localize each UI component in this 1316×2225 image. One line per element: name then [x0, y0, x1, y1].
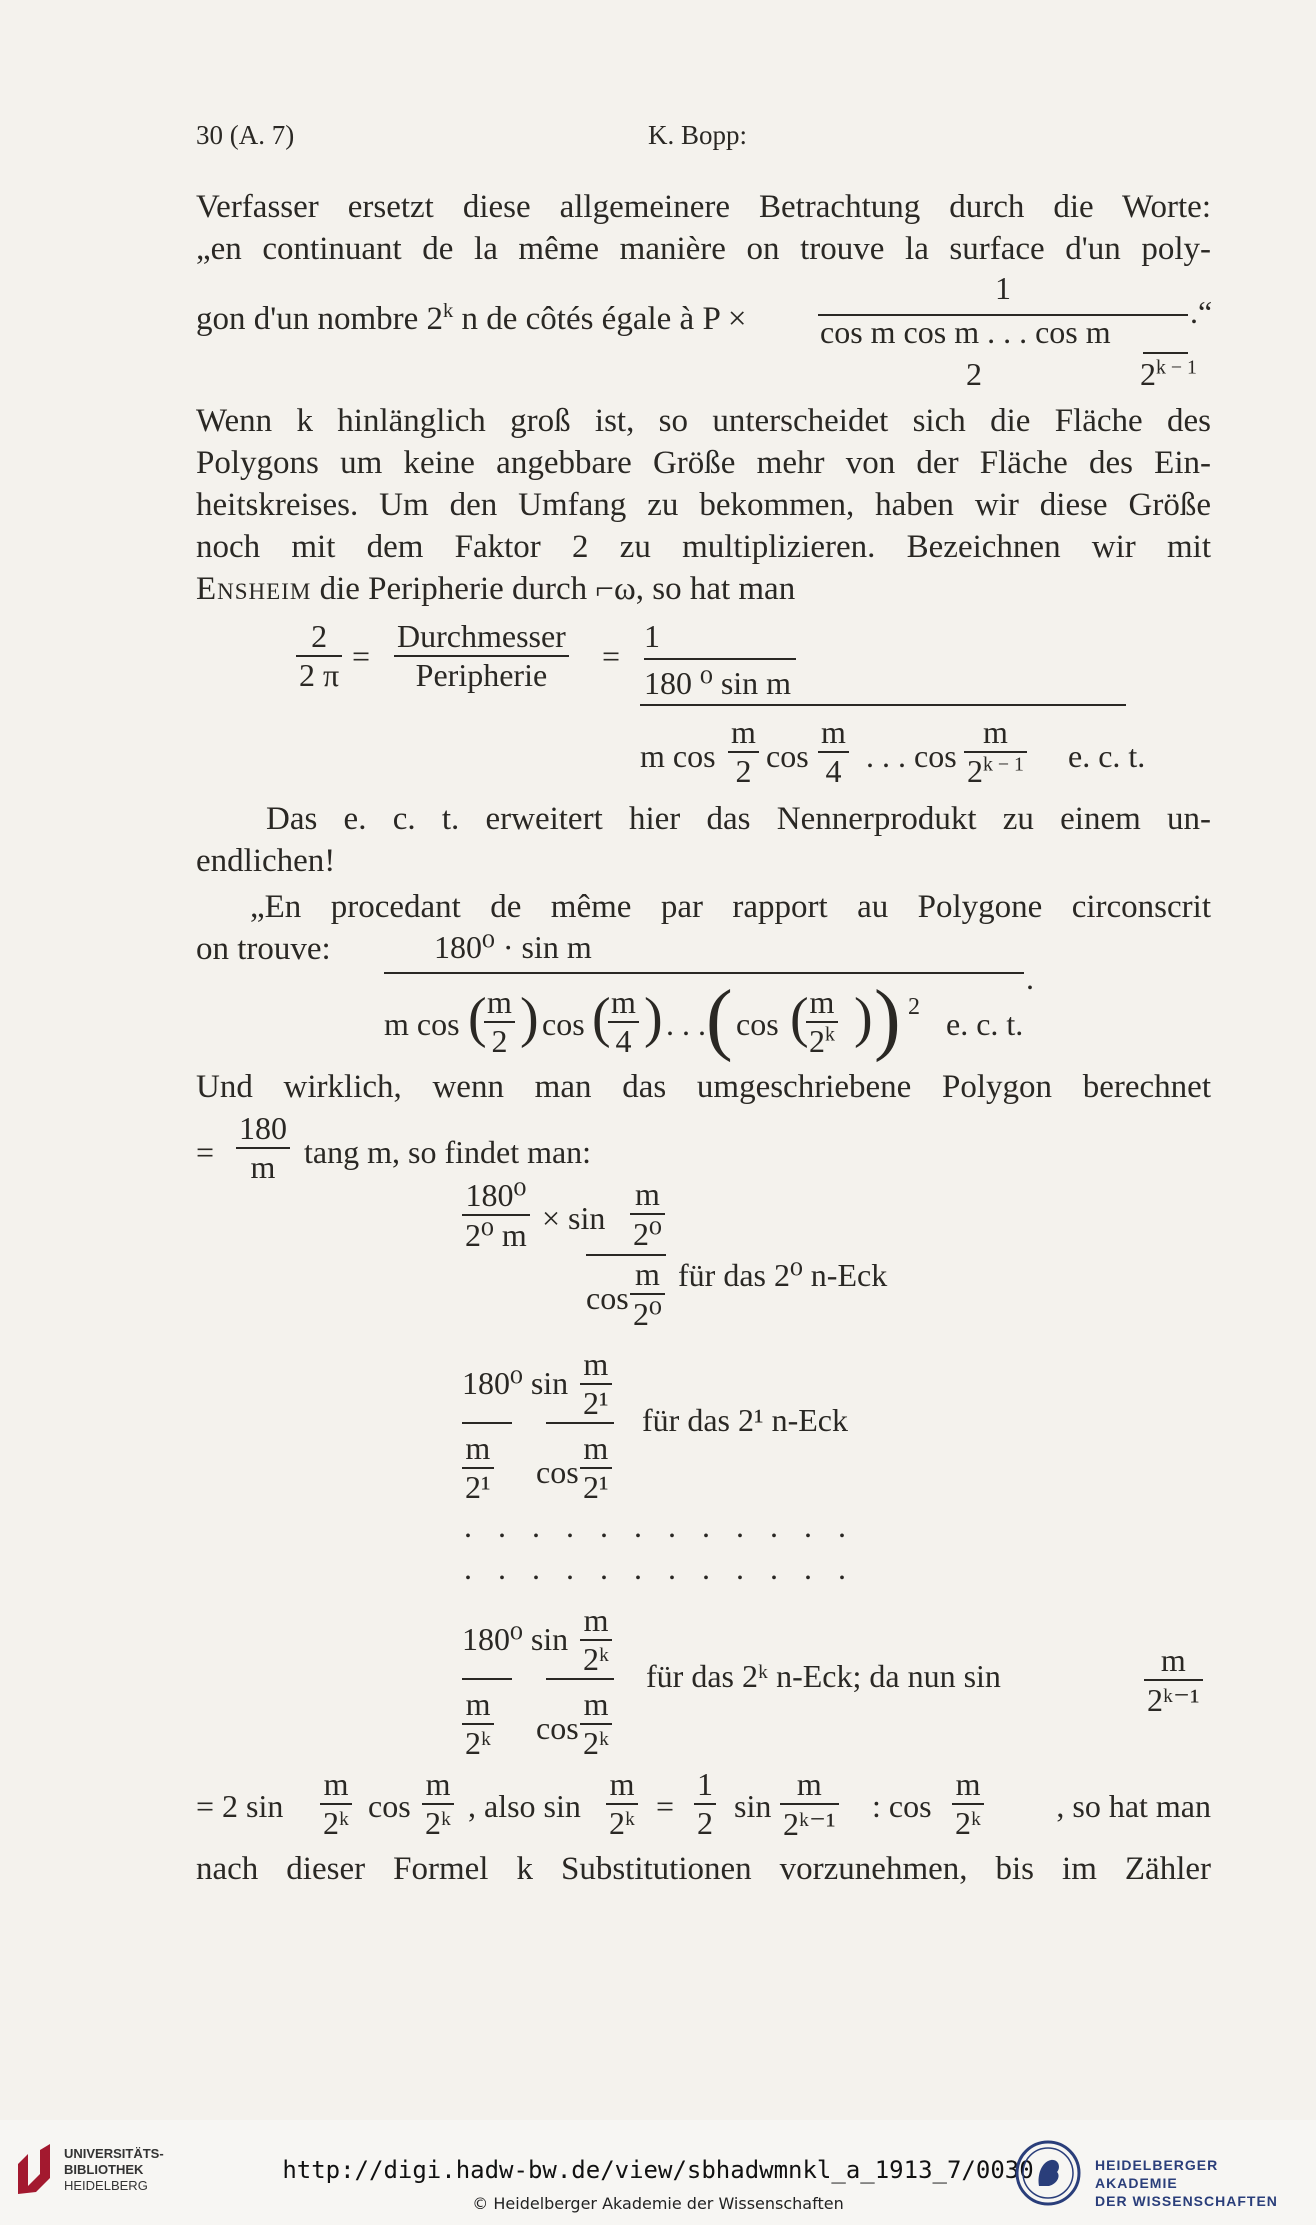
paragraph-2-line-1: Wenn k hinlänglich groß ist, so unterscheidet sich die Fläche des [196, 403, 1211, 439]
footer-bar [0, 2120, 1316, 2225]
hadw-seal-icon [1015, 2140, 1081, 2206]
paragraph-1-line-1: Verfasser ersetzt diese allgemeinere Betrachtung durch die Worte: [196, 189, 1211, 225]
paragraph-2-line-5: Ensheim die Peripherie durch ⌐ω, so hat man [196, 571, 796, 607]
paragraph-1-line-3: gon d'un nombre 2$^k$ n de côtés égale à P × [196, 300, 747, 337]
copyright-notice: © Heidelberger Akademie der Wissenschaften [472, 2194, 844, 2213]
paragraph-3-line-1: Das e. c. t. erweitert hier das Nennerprodukt zu einem un- [266, 801, 1211, 837]
ellipsis-row-1: ............ [464, 1508, 872, 1544]
paragraph-2-line-2: Polygons um keine angebbare Größe mehr von der Fläche des Ein- [196, 445, 1211, 481]
paragraph-3-line-2: endlichen! [196, 843, 336, 879]
name-ensheim: Ensheim [196, 571, 312, 607]
running-author: K. Bopp: [648, 120, 748, 150]
formula-2-power-k: 180⁰ sin $\frac{m}{\text{2ᵏ}}$ für das 2ᵏ n-Eck; da nun sin $\frac{m}{\text{2ᵏ⁻¹}}$ $\frac{m}{\text{2ᵏ}}$ cos $\frac{m}{\text{2ᵏ}}$ [462, 1602, 1222, 1752]
paragraph-4-line-2: on trouve: [196, 931, 331, 967]
paragraph-2-line-4: noch mit dem Faktor 2 zu multiplizieren. Bezeichnen wir mit [196, 529, 1211, 565]
paragraph-1-line-2: „en continuant de la même manière on trouve la surface d'un poly- [196, 231, 1211, 267]
paragraph-5-line-1: Und wirklich, wenn man das umgeschriebene Polygon berechnet [196, 1069, 1211, 1105]
ub-heidelberg-logo[interactable]: UNIVERSITÄTS- BIBLIOTHEK HEIDELBERG [14, 2138, 174, 2208]
ellipsis-row-2: ............ [464, 1550, 872, 1586]
paragraph-2-line-3: heitskreises. Um den Umfang zu bekommen, haben wir diese Größe [196, 487, 1211, 523]
equation-diameter-periphery: $\frac{2}{2 \pi}$ = Durchmesser Peripherie = 1 180 ⁰ sin m m cos $\frac{m}{2}$ cos $\frac{m}{4}$ . . . cos $\frac{m}{2^{k - 1}}$ e. c. t. [296, 618, 1146, 778]
periphery-symbol: ⌐ω [595, 571, 636, 607]
paragraph-6-line-1: nach dieser Formel k Substitutionen vorzunehmen, bis im Zähler [196, 1851, 1211, 1887]
equation-circumscribed-polygon: 180⁰ · sin m . m cos ( $\frac{m}{2}$ ) cos ( $\frac{m}{4}$ ) . . . ( cos ( $\frac{m}{2^k}$ ) ) 2 e. c. t. [384, 929, 1034, 1063]
running-header [196, 120, 1211, 156]
paragraph-4-line-1: „En procedant de même par rapport au Polygone circonscrit [250, 889, 1211, 925]
hadw-logo[interactable]: HEIDELBERGER AKADEMIE DER WISSENSCHAFTEN [1015, 2138, 1305, 2208]
equation-substitution: = 2 sin $\frac{m}{\text{2ᵏ}}$ cos $\frac{m}{\text{2ᵏ}}$ , also sin $\frac{m}{\text{2ᵏ}}$ = $\frac{1}{2}$ sin $\frac{m}{\text{2ᵏ⁻¹}}$ : cos $\frac{m}{\text{2ᵏ}}$ , so hat man [196, 1766, 1211, 1842]
formula-2-power-0: $\frac{\text{180⁰}}{\text{2⁰ m}}$ × sin $\frac{m}{\text{2⁰}}$ cos $\frac{m}{\text{2⁰}}$ für das 2⁰ n-Eck [462, 1176, 982, 1326]
source-url-link[interactable]: http://digi.hadw-bw.de/view/sbhadwmnkl_a_1913_7/0030 [282, 2156, 1034, 2184]
scanned-page: 30 (A. 7) K. Bopp: Verfasser ersetzt diese allgemeinere Betrachtung durch die Worte: „en continuant de la même manière on trouve la surface d'un poly- gon d'un nombre 2$^k$ n de côtés égale à P × 1 cos m cos m . . . cos m 2 $2^{k - 1}$ .“ Wenn k hinlänglich groß ist, so unterscheidet sich die Fläche des Polygons um keine angebbare Größe mehr von der Fläche des Ein- heitskreises. Um den Umfang zu bekommen, haben wir diese Größe noch mit dem Faktor 2 zu multiplizieren. Bezeichnen wir mit Ensheim die Peripherie durch ⌐ω, so hat man $\frac{2}{2 \pi}$ = Durchmesser Peripherie = 1 180 ⁰ sin m m cos $\frac{m}{2}$ cos $\frac{m}{4}$ . . . cos $\frac{m}{2^{k - 1}}$ e. c. t. Das e. c. t. erweitert hier das Nennerprodukt zu einem un- endlichen! „En procedant de même par rapport au Polygone circonscrit on trouve: 180⁰ · sin m . m cos ( $\frac{m}{2}$ ) cos ( $\frac{m}{4}$ ) . . . ( cos ( $\frac{m}{2^k}$ ) ) 2 e. c. t. Und wirklich, wenn man das umgeschriebene Polygon berechnet = $\frac{180}{m}$ tang m, so findet man: $\frac{\text{180⁰}}{\text{2⁰ m}}$ × sin $\frac{m}{\text{2⁰}}$ cos $\frac{m}{\text{2⁰}}$ für das 2⁰ n-Eck 180⁰ sin $\frac{m}{\text{2¹}}$ für das 2¹ n-Eck $\frac{m}{\text{2¹}}$ cos $\frac{m}{\text{2¹}}$ ............ ............ 180⁰ sin $\frac{m}{\text{2ᵏ}}$ für das 2ᵏ n-Eck; da nun sin $\frac{m}{\text{2ᵏ⁻¹}}$ $\frac{m}{\text{2ᵏ}}$ cos $\frac{m}{\text{2ᵏ}}$ = 2 sin $\frac{m}{\text{2ᵏ}}$ cos $\frac{m}{\text{2ᵏ}}$ , also sin $\frac{m}{\text{2ᵏ}}$ = $\frac{1}{2}$ sin $\frac{m}{\text{2ᵏ⁻¹}}$ : cos $\frac{m}{\text{2ᵏ}}$ , so hat man nach dieser Formel k Substitutionen vorzunehmen, bis im Zähler UNIVERSITÄTS- BIBLIOTHEK HEIDELBERG http://digi.hadw-bw.de/view/sbhadwmnkl_a_1913_7/0030 © Heidelberger Akademie der Wissenschaften HEIDELBERGER AKADEMIE DER WISSENSCHAFTEN [0, 0, 1316, 2225]
equation-tangent: = $\frac{180}{m}$ tang m, so findet man: [196, 1110, 592, 1185]
formula-2-power-1: 180⁰ sin $\frac{m}{\text{2¹}}$ für das 2¹ n-Eck $\frac{m}{\text{2¹}}$ cos $\frac{m}{\text{2¹}}$ [462, 1346, 848, 1505]
page-number: 30 (A. 7) [196, 120, 295, 150]
